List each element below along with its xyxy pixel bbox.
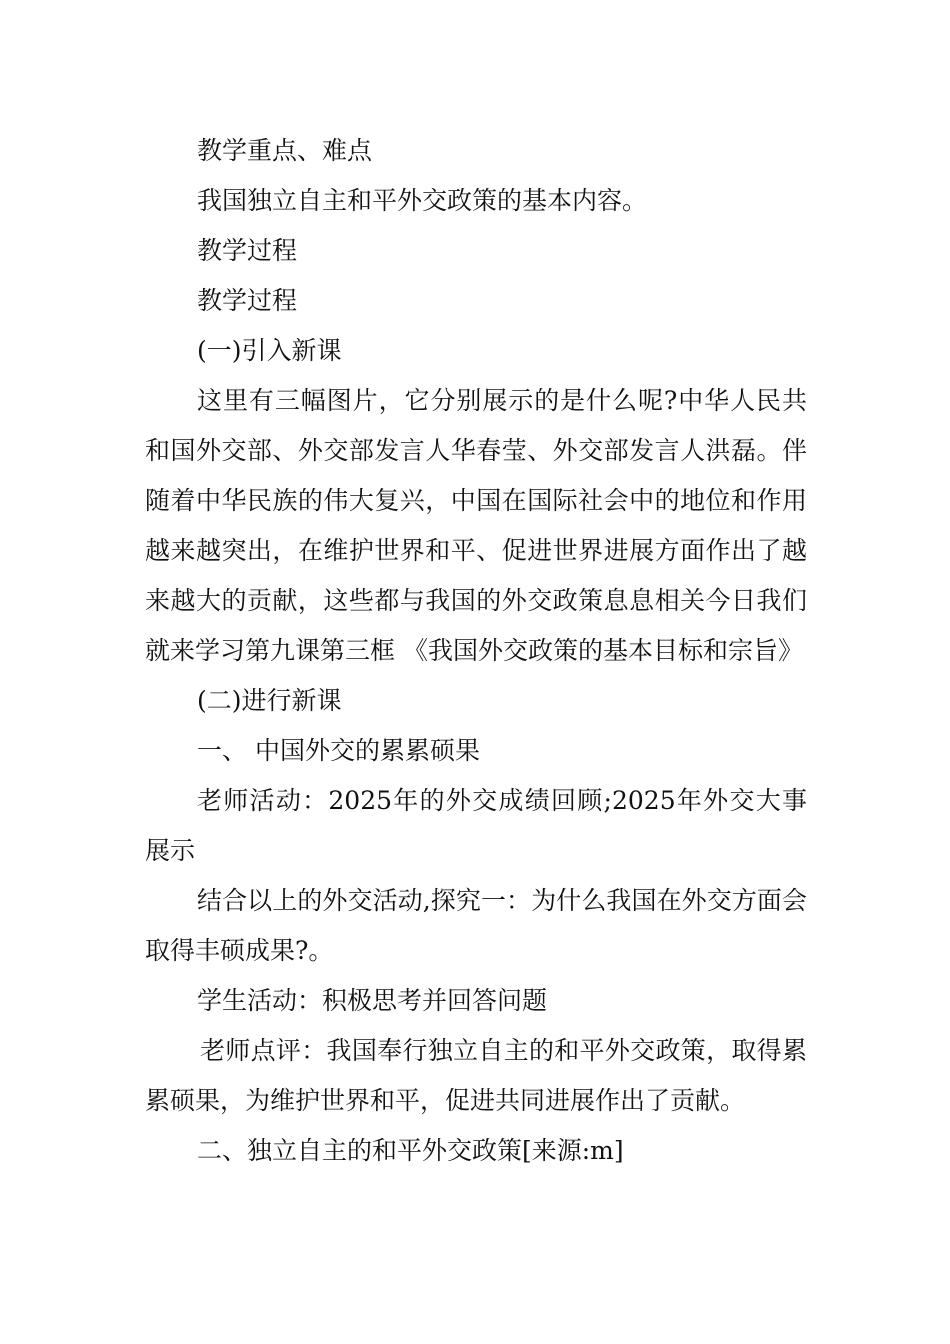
heading-teaching-process-repeat: 教学过程	[197, 286, 298, 315]
heading-teaching-process: 教学过程	[197, 236, 298, 265]
paragraph-student-activity: 学生活动：积极思考并回答问题	[197, 986, 548, 1015]
paragraph-teacher-comment: 老师点评：我国奉行独立自主的和平外交政策，取得累累硕果，为维护世界和平，促进共同进展作出了贡献。	[145, 1036, 807, 1115]
heading-section-one: 一、 中国外交的累累硕果	[197, 736, 480, 765]
heading-intro-lesson: (一)引入新课	[197, 336, 342, 365]
heading-section-two: 二、独立自主的和平外交政策[来源:m]	[197, 1136, 624, 1165]
heading-key-points: 教学重点、难点	[197, 136, 373, 165]
document-body	[145, 126, 807, 1176]
heading-new-lesson: (二)进行新课	[197, 686, 342, 715]
paragraph-key-content: 我国独立自主和平外交政策的基本内容。	[197, 186, 648, 215]
paragraph-intro: 这里有三幅图片，它分别展示的是什么呢?中华人民共和国外交部、外交部发言人华春莹、外交部发言人洪磊。伴随着中华民族的伟大复兴，中国在国际社会中的地位和作用越来越突出，在维护世界和平、促进世界进展方面作出了越来越大的贡献，这些都与我国的外交政策息息相关今日我们就来学习第九课第三框 《我国外交政策的基本目标和宗旨》	[145, 386, 807, 665]
paragraph-teacher-activity: 老师活动：2025年的外交成绩回顾;2025年外交大事展示	[145, 786, 807, 865]
paragraph-inquiry-one: 结合以上的外交活动,探究一：为什么我国在外交方面会取得丰硕成果?。	[145, 886, 807, 965]
